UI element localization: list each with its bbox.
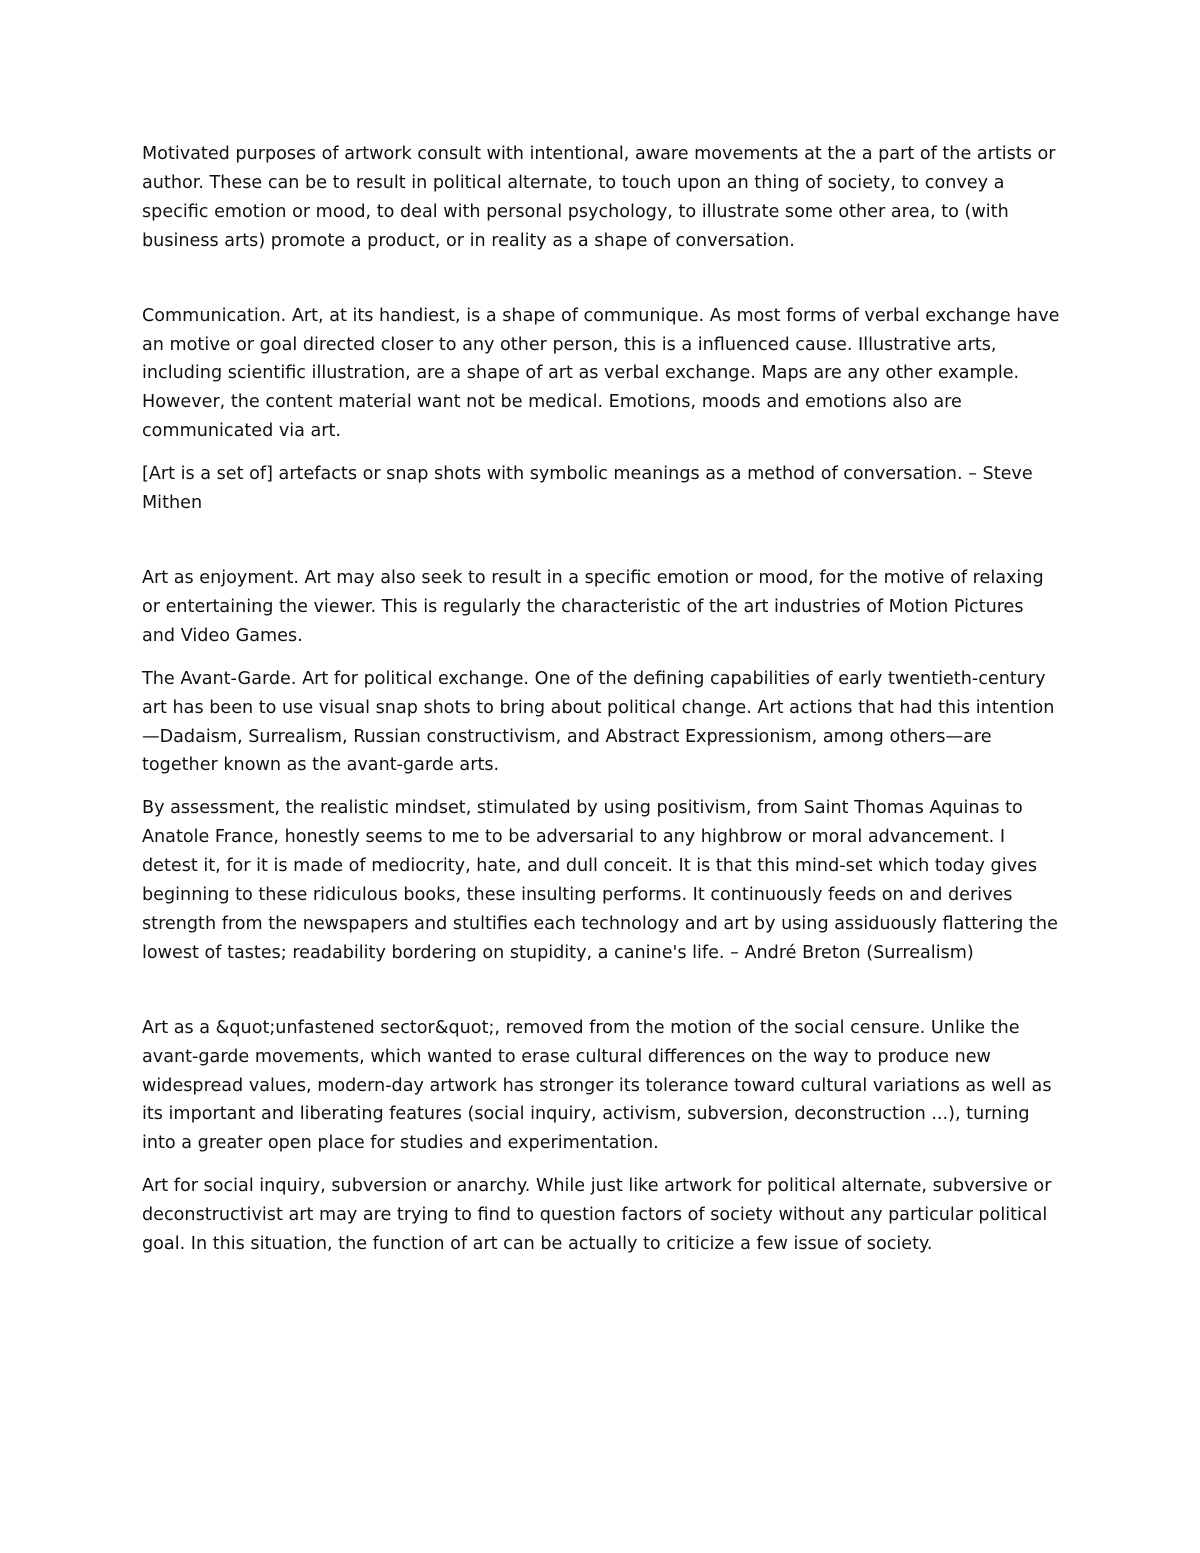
paragraph-motivated-purposes: Motivated purposes of artwork consult with intentional, aware movements at the a part of the artists or author. These can be to result in political alternate, to touch upon an thing of society, to convey a specific emotion or mood, to deal with personal psychology, to illustrate some other area, to (with business arts) promote a product, or in reality as a shape of conversation. [142, 144, 1056, 251]
paragraph-breton-quote: By assessment, the realistic mindset, stimulated by using positivism, from Saint Thomas Aquinas to Anatole France, honestly seems to me to be adversarial to any highbrow or moral advancement. I detest it, for it is made of mediocrity, hate, and dull conceit. It is that this mind-set which today gives beginning to these ridiculous books, these insulting performs. It continuously feeds on and derives strength from the newspapers and stultifies each technology and art by using assiduously flattering the lowest of tastes; readability bordering on stupidity, a canine's life. – André Breton (Surrealism) [142, 798, 1058, 963]
paragraph-social-inquiry: Art for social inquiry, subversion or anarchy. While just like artwork for political alternate, subversive or deconstructivist art may are trying to find to question factors of society without any particular political goal. In this situation, the function of art can be actually to criticize a few issue of society. [142, 1176, 1052, 1255]
document-body [142, 140, 1062, 1273]
paragraph-avant-garde: The Avant-Garde. Art for political exchange. One of the defining capabilities of early twentieth-century art has been to use visual snap shots to bring about political change. Art actions that had this intention—Dadaism, Surrealism, Russian constructivism, and Abstract Expressionism, among others—are together known as the avant-garde arts. [142, 668, 1055, 776]
paragraph-mithen-quote: [Art is a set of] artefacts or snap shots with symbolic meanings as a method of conversation. – Steve Mithen [142, 464, 1033, 514]
paragraph-enjoyment: Art as enjoyment. Art may also seek to result in a specific emotion or mood, for the motive of relaxing or entertaining the viewer. This is regularly the characteristic of the art industries of Motion Pictures and Video Games. [142, 567, 1044, 646]
paragraph-communication: Communication. Art, at its handiest, is a shape of communique. As most forms of verbal exchange have an motive or goal directed closer to any other person, this is a influenced cause. Illustrative arts, including scientific illustration, are a shape of art as verbal exchange. Maps are any other example. However, the content material want not be medical. Emotions, moods and emotions also are communicated via art. [142, 305, 1060, 442]
paragraph-free-zone: Art as a &quot;unfastened sector&quot;, removed from the motion of the social censure. Unlike the avant-garde movements, which wanted to erase cultural differences on the way to produce new widespread values, modern-day artwork has stronger its tolerance toward cultural variations as well as its important and liberating features (social inquiry, activism, subversion, deconstruction ...), turning into a greater open place for studies and experimentation. [142, 1017, 1052, 1154]
